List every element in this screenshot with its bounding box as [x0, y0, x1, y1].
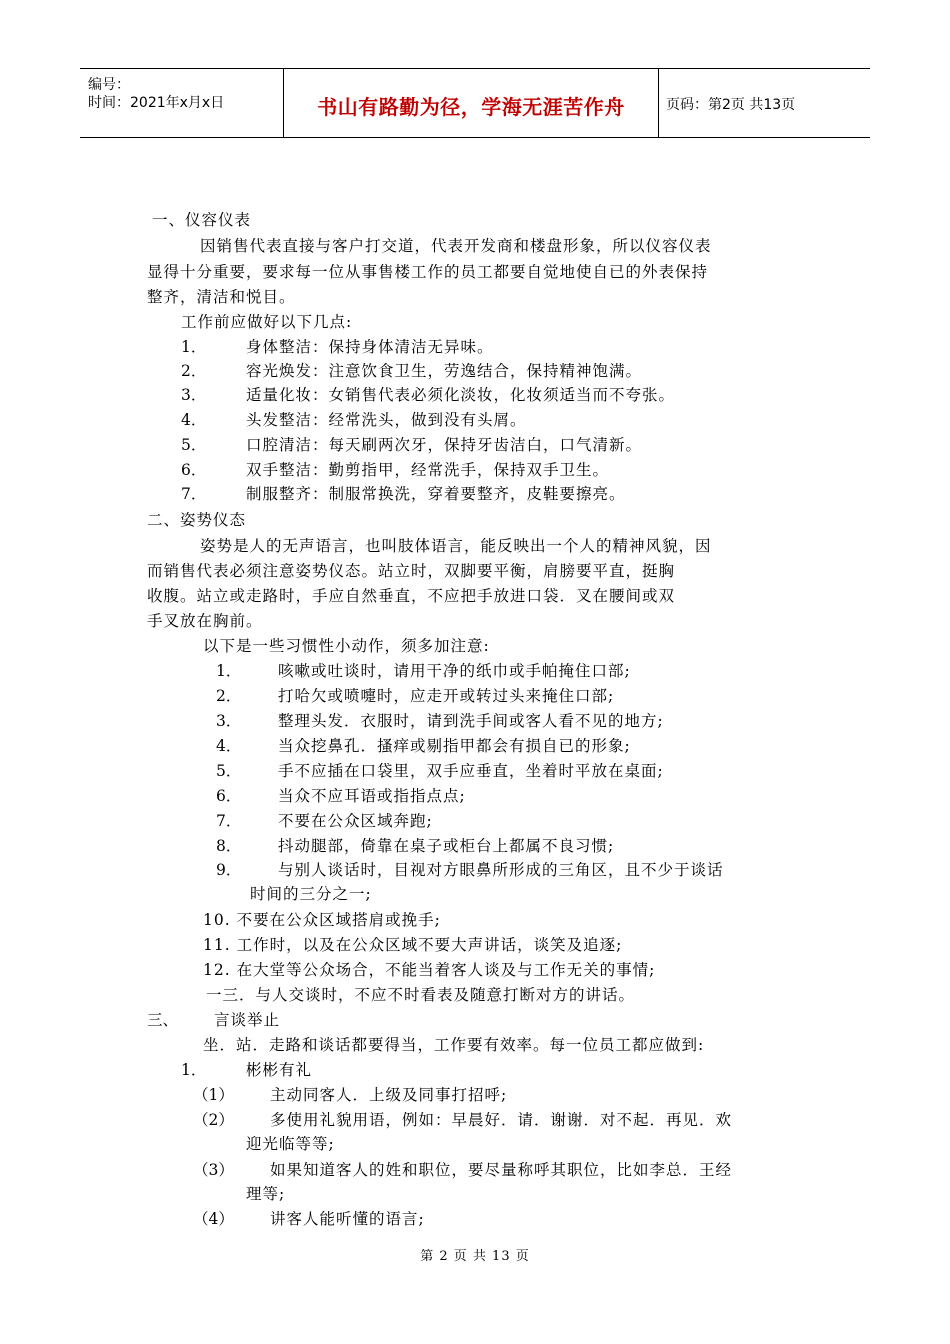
page-header [80, 68, 870, 138]
section2-para-line: 手叉放在胸前。 [147, 612, 263, 630]
list-item: 12. 在大堂等公众场合，不能当着客人谈及与工作无关的事情; [203, 961, 656, 979]
list-item-continuation: 迎光临等等; [246, 1135, 335, 1153]
list-number: 3． [181, 386, 207, 404]
section1-intro: 工作前应做好以下几点: [181, 313, 353, 331]
section2-para-line: 而销售代表必须注意姿势仪态。站立时，双脚要平衡，肩膀要平直，挺胸 [147, 562, 676, 580]
list-item: 与别人谈话时，目视对方眼鼻所形成的三角区，且不少于谈话 [278, 861, 724, 879]
list-number: 2． [181, 362, 207, 380]
list-number: 1． [181, 338, 207, 356]
list-item: 咳嗽或吐谈时，请用干净的纸巾或手帕掩住口部; [278, 662, 631, 680]
section2-para-line: 姿势是人的无声语言，也叫肢体语言，能反映出一个人的精神风貌，因 [200, 537, 712, 555]
header-info-cell [80, 69, 283, 137]
list-item: 头发整洁：经常洗头，做到没有头屑。 [246, 411, 527, 429]
list-item: 当众挖鼻孔．搔痒或剔指甲都会有损自已的形象; [278, 737, 631, 755]
list-number: 8． [216, 837, 242, 855]
list-number: 3． [216, 712, 242, 730]
list-number: 5． [181, 436, 207, 454]
header-page-cell [658, 69, 870, 137]
list-number: 9． [216, 861, 242, 879]
list-item: 讲客人能听懂的语言; [270, 1210, 425, 1228]
list-item: 打哈欠或喷嚏时，应走开或转过头来掩住口部; [278, 687, 615, 705]
list-item: 抖动腿部，倚靠在桌子或柜台上都属不良习惯; [278, 837, 615, 855]
list-item-continuation: 理等; [246, 1185, 286, 1203]
list-number: （1） [193, 1086, 234, 1104]
list-number: 4． [216, 737, 242, 755]
list-number: 7． [216, 812, 242, 830]
section1-title: 一、仪容仪表 [152, 211, 252, 229]
list-number: 5． [216, 762, 242, 780]
list-number: 7． [181, 485, 207, 503]
list-item: 手不应插在口袋里，双手应垂直，坐着时平放在桌面; [278, 762, 664, 780]
motto: 书山有路勤为径，学海无涯苦作舟 [317, 95, 625, 119]
list-item: 一三．与人交谈时，不应不时看表及随意打断对方的讲话。 [206, 986, 636, 1004]
page-label: 页码：第2页 共13页 [666, 97, 796, 113]
list-item: 身体整洁：保持身体清洁无异味。 [246, 338, 494, 356]
subsection-title: 彬彬有礼 [246, 1061, 313, 1079]
list-item: 主动同客人．上级及同事打招呼; [270, 1086, 508, 1104]
list-item: 10. 不要在公众区域搭肩或挽手; [203, 911, 441, 929]
section3-intro: 坐．站．走路和谈话都要得当，工作要有效率。每一位员工都应做到: [203, 1036, 705, 1054]
section1-para-line: 整齐，清洁和悦目。 [147, 288, 296, 306]
list-item: 11. 工作时，以及在公众区域不要大声讲话，谈笑及追逐; [203, 936, 623, 954]
section3-number: 三、 [147, 1011, 179, 1029]
section2-title: 二、姿势仪态 [147, 511, 247, 529]
list-item: 整理头发．衣服时，请到洗手间或客人看不见的地方; [278, 712, 664, 730]
list-item: 适量化妆：女销售代表必须化淡妆，化妆须适当而不夸张。 [246, 386, 676, 404]
list-number: 2． [216, 687, 242, 705]
page-footer: 第 2 页 共 13 页 [420, 1249, 530, 1264]
subsection-number: 1． [181, 1061, 207, 1079]
section1-para-line: 因销售代表直接与客户打交道，代表开发商和楼盘形象，所以仪容仪表 [200, 237, 712, 255]
list-item: 如果知道客人的姓和职位，要尽量称呼其职位，比如李总．王经 [270, 1161, 733, 1179]
section2-para-line: 收腹。站立或走路时，手应自然垂直，不应把手放进口袋．叉在腰间或双 [147, 587, 676, 605]
list-item: 不要在公众区域奔跑; [278, 812, 433, 830]
list-item: 双手整洁：勤剪指甲，经常洗手，保持双手卫生。 [246, 461, 610, 479]
date-label: 时间：2021年x月x日 [88, 95, 225, 111]
list-number: 6． [216, 787, 242, 805]
list-number: （2） [193, 1111, 234, 1129]
header-motto-cell [283, 69, 659, 137]
list-number: 4． [181, 411, 207, 429]
list-item: 容光焕发：注意饮食卫生，劳逸结合，保持精神饱满。 [246, 362, 643, 380]
list-number: 1． [216, 662, 242, 680]
list-number: （4） [193, 1210, 234, 1228]
section1-para-line: 显得十分重要，要求每一位从事售楼工作的员工都要自觉地使自已的外表保持 [147, 263, 709, 281]
list-item: 制服整齐：制服常换洗，穿着要整齐，皮鞋要擦亮。 [246, 485, 626, 503]
list-item-continuation: 时间的三分之一; [250, 885, 372, 903]
list-item: 当众不应耳语或指指点点; [278, 787, 466, 805]
section3-title: 言谈举止 [214, 1011, 281, 1029]
list-item: 多使用礼貌用语，例如：早晨好．请．谢谢．对不起．再见．欢 [270, 1111, 733, 1129]
section2-intro: 以下是一些习惯性小动作，须多加注意: [203, 637, 490, 655]
code-label: 编号： [88, 77, 130, 93]
list-item: 口腔清洁：每天刷两次牙，保持牙齿洁白，口气清新。 [246, 436, 643, 454]
list-number: （3） [193, 1161, 234, 1179]
list-number: 6． [181, 461, 207, 479]
